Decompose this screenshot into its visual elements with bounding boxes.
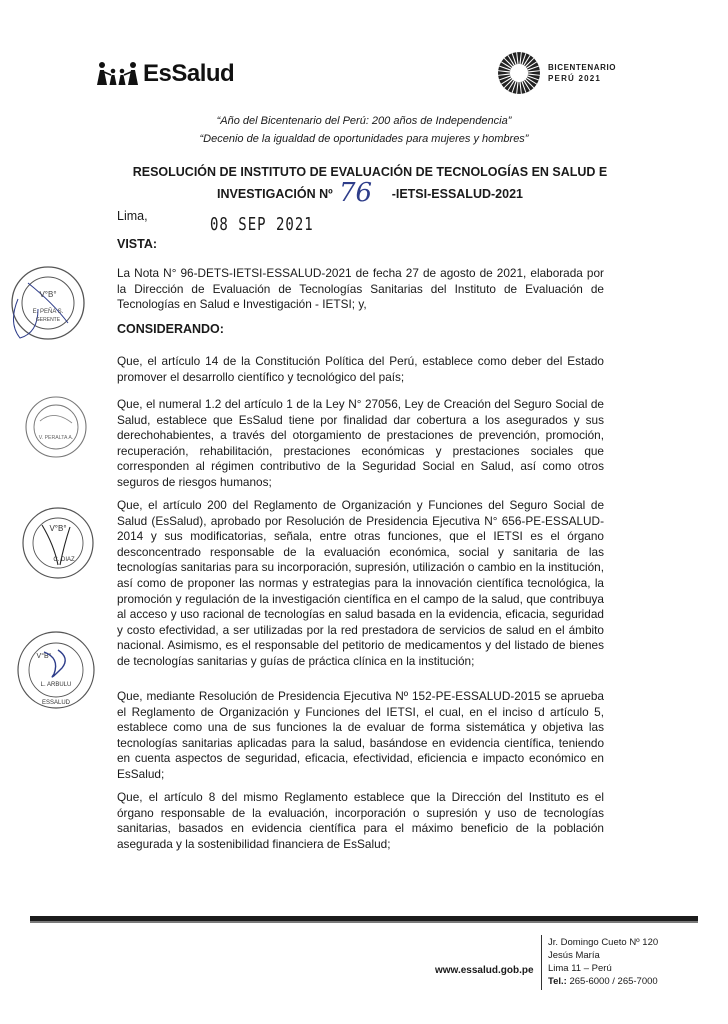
considerando-paragraph-1: Que, el artículo 14 de la Constitución Política del Perú, establece como deber del Estado promover el desarrollo científico y tecnológico del país; <box>117 354 604 384</box>
footer-divider-shadow <box>30 921 698 923</box>
seal-3-name: C. DIAZ <box>53 557 75 563</box>
vista-heading: VISTA: <box>117 237 158 251</box>
tel-value: 265-6000 / 265-7000 <box>566 976 658 987</box>
considerando-paragraph-5: Que, el artículo 8 del mismo Reglamento establece que la Dirección del Instituto es el órgano responsable de la evaluación, incorporación o supresión y uso de tecnologías sanitarias, basados en evidencia científica para el máximo beneficio de la población asegurada y la sostenibilidad financiera de EsSalud; <box>117 790 604 851</box>
vista-paragraph: La Nota N° 96-DETS-IETSI-ESSALUD-2021 de fecha 27 de agosto de 2021, elaborada por la Dirección de Evaluación de Tecnologías Sanitarias del Instituto de Evaluación de Tecnologías en Salud e Investigación - IETSI; y, <box>117 266 604 312</box>
bicentenario-sunburst-icon <box>496 50 542 96</box>
seal-4-org: ESSALUD <box>41 700 71 706</box>
logo-text: EsSalud <box>143 60 235 87</box>
considerando-paragraph-2: Que, el numeral 1.2 del artículo 1 de la Ley N° 27056, Ley de Creación del Seguro Social de Salud, establece que EsSalud tiene por finalidad dar cobertura a los asegurados y sus derechohabientes, a través del otorgamiento de prestaciones de prevención, promoción, recuperación, rehabilitación, prestaciones económicas y prestaciones sociales que corresponden al régimen contributivo de la Seguridad Social en Salud, así como otros seguros de riesgos humanos; <box>117 397 604 489</box>
family-icon <box>96 61 140 87</box>
approval-seal-1 <box>8 263 88 348</box>
website-link[interactable]: www.essalud.gob.pe <box>435 965 534 976</box>
address-line-2: Jesús María <box>548 950 600 961</box>
bicentenario-label: BICENTENARIO <box>548 63 617 72</box>
address-line-1: Jr. Domingo Cueto Nº 120 <box>548 937 659 948</box>
seal-1-name: E. PEÑA S. <box>32 309 64 315</box>
essalud-logo <box>96 60 234 88</box>
approval-seal-4 <box>14 628 98 717</box>
address-line-3: Lima 11 – Perú <box>548 963 612 974</box>
considerando-paragraph-4: Que, mediante Resolución de Presidencia Ejecutiva Nº 152-PE-ESSALUD-2015 se aprueba el Reglamento de Organización y Funciones del IETSI, el cual, en el inciso d artículo 5, establece como una de sus funciones la de evaluar de forma sistemática y objetiva las tecnologías sanitarias aplicadas para la salud, basándose en evidencia científica, teniendo en cuenta aspectos de seguridad, eficacia, efectividad, eficiencia e impacto económico en EsSalud; <box>117 689 604 781</box>
title-prefix: INVESTIGACIÓN Nº <box>217 187 333 201</box>
bicentenario-logo <box>496 50 616 96</box>
title-suffix: -IETSI-ESSALUD-2021 <box>391 187 523 201</box>
motto-line-2: “Decenio de la igualdad de oportunidades para mujeres y hombres” <box>199 133 529 145</box>
motto-line-1: “Año del Bicentenario del Perú: 200 años de Independencia” <box>216 115 512 127</box>
place: Lima, <box>117 209 148 223</box>
considerando-paragraph-3: Que, el artículo 200 del Reglamento de Organización y Funciones del Seguro Social de Salud (EsSalud), aprobado por Resolución de Presidencia Ejecutiva N° 656-PE-ESSALUD-2014 y sus modificatorias, señala, entre otras funciones, que el IETSI es el órgano desconcentrado responsable de la evaluación económica, social y sanitaria de las tecnologías sanitarias para su incorporación, supresión, utilización o cambio en la institución, así como de proponer las normas y estrategias para la innovación científica tecnológica, la promoción y regulación de la investigación científica en el campo de la salud, que contribuya al acceso y uso racional de tecnologías en salud basada en la evidencia, eficacia, seguridad y costo efectividad, a ser utilizadas por la red prestadora de servicios de salud en el ámbito nacional. Asimismo, es el responsable del petitorio de medicamentos y del listado de bienes de tecnologías sanitarias y guías de práctica clínica en la institución; <box>117 498 604 668</box>
sunburst-ray <box>528 71 540 75</box>
approval-seal-2 <box>24 395 88 464</box>
footer-address <box>548 936 658 988</box>
seal-1-vb: V°B° <box>39 290 57 299</box>
footer-separator <box>541 935 542 990</box>
seal-2-name: V. PERALTA A. <box>38 435 74 441</box>
address-phone <box>548 975 658 988</box>
sunburst-ray <box>517 82 521 94</box>
seal-4-vb: V°B° <box>36 653 52 660</box>
considerando-heading: CONSIDERANDO: <box>117 322 224 336</box>
seal-3-vb: V°B° <box>49 524 67 533</box>
date-stamp: 08 SEP 2021 <box>210 215 314 235</box>
approval-seal-3 <box>20 505 96 586</box>
seal-4-name: L. ARBULU <box>40 682 72 688</box>
tel-label: Tel.: <box>548 976 567 987</box>
seal-1-role: GERENTE <box>35 317 61 323</box>
handwritten-resolution-number: 76 <box>339 178 373 208</box>
sunburst-ray <box>498 71 510 75</box>
resolution-title-line-1: RESOLUCIÓN DE INSTITUTO DE EVALUACIÓN DE TECNOLOGÍAS EN SALUD E <box>132 165 608 179</box>
sunburst-ray <box>517 52 521 64</box>
bicentenario-year: PERÚ 2021 <box>548 74 602 83</box>
